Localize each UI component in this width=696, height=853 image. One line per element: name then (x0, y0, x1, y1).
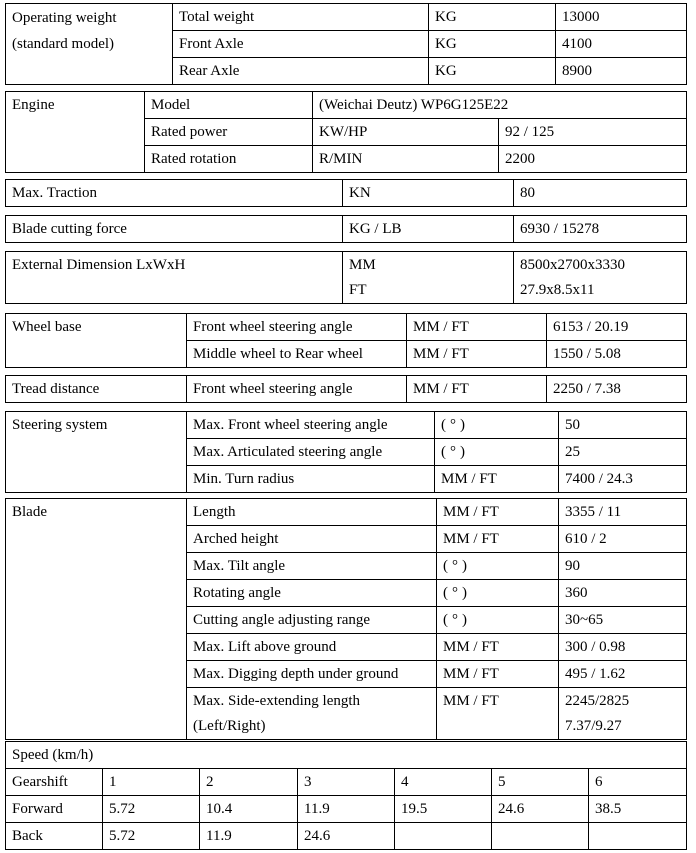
spec-value: 92 / 125 (499, 119, 687, 146)
spec-item: Total weight (173, 4, 429, 31)
spec-value: 610 / 2 (559, 526, 687, 553)
spec-value: 2245/2825 7.37/9.27 (559, 688, 687, 740)
back-speed: 24.6 (298, 823, 395, 850)
spec-item: Max. Front wheel steering angle (187, 412, 435, 439)
spec-item: Arched height (187, 526, 437, 553)
spec-value: 8500x2700x3330 27.9x8.5x11 (514, 252, 687, 304)
back-speed: 5.72 (103, 823, 200, 850)
back-speed (395, 823, 492, 850)
gear-number: 1 (103, 769, 200, 796)
wheel-base-table (5, 313, 687, 368)
spec-item: Rear Axle (173, 58, 429, 85)
spec-item: Rotating angle (187, 580, 437, 607)
traction-label: Max. Traction (6, 180, 343, 207)
operating-weight-table (5, 3, 687, 85)
spec-unit: MM / FT (437, 526, 559, 553)
spec-unit: (°) (437, 580, 559, 607)
back-label: Back (6, 823, 103, 850)
spec-unit: MM / FT (437, 634, 559, 661)
spec-unit: (°) (435, 412, 559, 439)
spec-unit: (°) (437, 607, 559, 634)
tread-distance-label: Tread distance (6, 376, 187, 403)
spec-value: 13000 (556, 4, 687, 31)
forward-speed: 5.72 (103, 796, 200, 823)
spec-unit: MM / FT (437, 661, 559, 688)
spec-unit: MM / FT (407, 376, 547, 403)
spec-item: Min. Turn radius (187, 466, 435, 493)
operating-weight-label: Operating weight (standard model) (6, 4, 173, 85)
spec-unit: MM / FT (407, 314, 547, 341)
spec-value: 6153 / 20.19 (547, 314, 687, 341)
steering-system-label: Steering system (6, 412, 187, 493)
gear-number: 2 (200, 769, 298, 796)
spec-unit: MM / FT (437, 688, 559, 740)
blade-cutting-force-label: Blade cutting force (6, 216, 343, 243)
spec-item: Max. Digging depth under ground (187, 661, 437, 688)
spec-unit: (°) (437, 553, 559, 580)
spec-value: 4100 (556, 31, 687, 58)
spec-item: Middle wheel to Rear wheel (187, 341, 407, 368)
spec-unit: KG / LB (343, 216, 514, 243)
spec-value: 6930 / 15278 (514, 216, 687, 243)
forward-speed: 11.9 (298, 796, 395, 823)
forward-speed: 19.5 (395, 796, 492, 823)
spec-item: Cutting angle adjusting range (187, 607, 437, 634)
spec-unit: KG (429, 31, 556, 58)
spec-unit: (°) (435, 439, 559, 466)
blade-label: Blade (6, 499, 187, 740)
spec-value: 80 (514, 180, 687, 207)
engine-table (5, 91, 687, 173)
spec-value: 8900 (556, 58, 687, 85)
spec-value: 495 / 1.62 (559, 661, 687, 688)
spec-value: 50 (559, 412, 687, 439)
spec-unit: KW/HP (313, 119, 499, 146)
spec-unit: KN (343, 180, 514, 207)
spec-unit: KG (429, 4, 556, 31)
spec-item: Rated rotation (145, 146, 313, 173)
engine-label: Engine (6, 92, 145, 173)
spec-value: 2200 (499, 146, 687, 173)
spec-unit: R/MIN (313, 146, 499, 173)
external-dimension-label: External Dimension LxWxH (6, 252, 343, 304)
spec-item: Front Axle (173, 31, 429, 58)
gear-number: 3 (298, 769, 395, 796)
spec-item: Max. Side-extending length (Left/Right) (187, 688, 437, 740)
gear-number: 6 (589, 769, 687, 796)
spec-unit: MM / FT (435, 466, 559, 493)
spec-value: 90 (559, 553, 687, 580)
spec-unit: MM / FT (437, 499, 559, 526)
spec-item: Max. Articulated steering angle (187, 439, 435, 466)
forward-label: Forward (6, 796, 103, 823)
forward-speed: 38.5 (589, 796, 687, 823)
speed-title: Speed (km/h) (6, 742, 687, 769)
spec-value: 25 (559, 439, 687, 466)
tread-distance-table (5, 375, 687, 403)
spec-value: 1550 / 5.08 (547, 341, 687, 368)
gear-number: 5 (492, 769, 589, 796)
speed-table (5, 741, 687, 850)
spec-item: Front wheel steering angle (187, 314, 407, 341)
spec-item: Rated power (145, 119, 313, 146)
spec-value: 2250 / 7.38 (547, 376, 687, 403)
spec-value: (Weichai Deutz) WP6G125E22 (313, 92, 687, 119)
blade-table (5, 498, 687, 740)
spec-value: 3355 / 11 (559, 499, 687, 526)
wheel-base-label: Wheel base (6, 314, 187, 368)
spec-item: Front wheel steering angle (187, 376, 407, 403)
back-speed: 11.9 (200, 823, 298, 850)
back-speed (589, 823, 687, 850)
forward-speed: 24.6 (492, 796, 589, 823)
blade-cutting-force-table (5, 215, 687, 243)
external-dimension-table (5, 251, 687, 304)
spec-value: 360 (559, 580, 687, 607)
spec-value: 30~65 (559, 607, 687, 634)
spec-unit: MM FT (343, 252, 514, 304)
back-speed (492, 823, 589, 850)
spec-item: Max. Tilt angle (187, 553, 437, 580)
spec-unit: KG (429, 58, 556, 85)
spec-value: 7400 / 24.3 (559, 466, 687, 493)
traction-table (5, 179, 687, 207)
gear-number: 4 (395, 769, 492, 796)
spec-value: 300 / 0.98 (559, 634, 687, 661)
steering-system-table (5, 411, 687, 493)
spec-unit: MM / FT (407, 341, 547, 368)
spec-item: Length (187, 499, 437, 526)
gearshift-label: Gearshift (6, 769, 103, 796)
forward-speed: 10.4 (200, 796, 298, 823)
spec-item: Model (145, 92, 313, 119)
spec-item: Max. Lift above ground (187, 634, 437, 661)
